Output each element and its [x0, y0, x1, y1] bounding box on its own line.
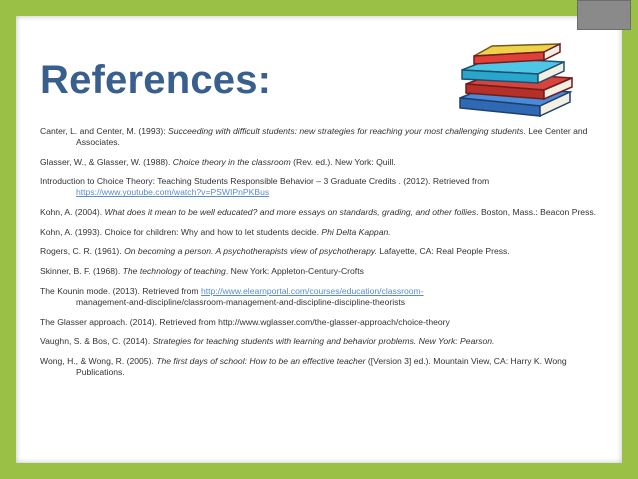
reference-text: The Glasser approach. (2014). Retrieved from http://www.wglasser.com/the-glasser-approach/choice-theory: [40, 316, 450, 327]
reference-text: (Rev. ed.). New York: Quill.: [290, 156, 396, 167]
reference-item: [40, 286, 600, 308]
reference-text: ([Version 3] ed.). Mountain View, CA: Harry K. Wong Publications.: [76, 355, 567, 377]
reference-text: Glasser, W., & Glasser, W. (1988).: [40, 156, 173, 167]
reference-title: Phi Delta Kappan.: [321, 226, 391, 237]
slide-title: References:: [40, 58, 272, 102]
reference-item: [40, 227, 600, 238]
reference-text: management-and-discipline/classroom-management-and-discipline-discipline-theorists: [76, 296, 406, 307]
reference-text: Kohn, A. (2004).: [40, 207, 105, 218]
frame-top-border: [0, 0, 638, 16]
reference-item: [40, 126, 600, 148]
reference-item: [40, 176, 600, 198]
reference-item: [40, 207, 600, 218]
reference-text: Kohn, A. (1993). Choice for children: Why and how to let students decide.: [40, 226, 322, 237]
reference-text: Canter, L. and Center, M. (1993):: [40, 126, 169, 136]
reference-title: What does it mean to be well educated? and more essays on standards, grading, and other follies: [104, 207, 477, 218]
reference-title: Succeeding with difficult students: new strategies for reaching your most challenging students: [168, 126, 524, 136]
frame-left-border: [0, 0, 16, 479]
reference-text: The Kounin mode. (2013). Retrieved from: [40, 285, 201, 296]
reference-text: Rogers, C. R. (1961).: [40, 246, 125, 257]
reference-text: . New York: Appleton-Century-Crofts: [225, 266, 364, 277]
reference-list: [40, 126, 600, 387]
frame-right-border: [622, 0, 638, 479]
reference-text: Wong, H., & Wong, R. (2005).: [40, 355, 157, 366]
reference-text: . Boston, Mass.: Beacon Press.: [476, 207, 597, 218]
reference-title: The technology of teaching: [122, 266, 226, 277]
reference-text: Skinner, B. F. (1968).: [40, 266, 123, 277]
reference-item: [40, 317, 600, 328]
reference-link[interactable]: https://www.youtube.com/watch?v=PSWIPnPKBus: [76, 187, 270, 198]
reference-text: . Lee Center and Associates.: [76, 126, 588, 147]
corner-tab: [577, 0, 631, 30]
frame-bottom-border: [0, 463, 638, 479]
reference-text: Introduction to Choice Theory: Teaching Students Responsible Behavior – 3 Graduate Credits . (2012). Retrieved from: [40, 176, 490, 187]
reference-item: [40, 266, 600, 277]
reference-title: Strategies for teaching students with learning and behavior problems. New York: Pearson.: [152, 336, 495, 347]
reference-text: Lafayette, CA: Real People Press.: [376, 246, 510, 257]
reference-item: [40, 157, 600, 168]
reference-title: Choice theory in the classroom: [172, 156, 291, 167]
reference-title: On becoming a person. A psychotherapists view of psychotherapy.: [124, 246, 377, 257]
stack-of-books-icon: [452, 40, 582, 120]
reference-title: The first days of school: How to be an effective teacher: [156, 355, 366, 366]
reference-item: [40, 356, 600, 378]
reference-link[interactable]: http://www.elearnportal.com/courses/education/classroom-: [200, 285, 424, 296]
reference-item: [40, 246, 600, 257]
reference-item: [40, 336, 600, 347]
reference-text: Vaughn, S. & Bos, C. (2014).: [40, 336, 153, 347]
